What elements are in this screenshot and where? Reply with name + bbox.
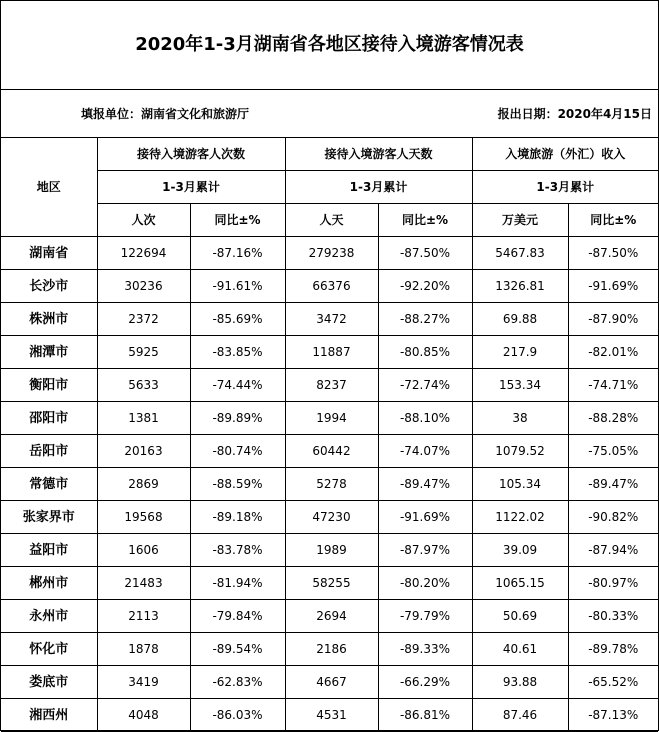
visits-cell: 3419 bbox=[97, 666, 190, 699]
income-yoy-cell: -87.94% bbox=[568, 534, 658, 567]
days-cell: 5278 bbox=[285, 468, 378, 501]
days-cell: 1989 bbox=[285, 534, 378, 567]
days-yoy-cell: -88.27% bbox=[378, 303, 472, 336]
header-income: 万美元 bbox=[472, 204, 568, 237]
header-visits-yoy: 同比±% bbox=[190, 204, 285, 237]
days-cell: 8237 bbox=[285, 369, 378, 402]
table-row bbox=[1, 501, 658, 534]
visits-yoy-cell: -89.54% bbox=[190, 633, 285, 666]
income-cell: 217.9 bbox=[472, 336, 568, 369]
days-cell: 47230 bbox=[285, 501, 378, 534]
days-yoy-cell: -80.20% bbox=[378, 567, 472, 600]
income-cell: 1326.81 bbox=[472, 270, 568, 303]
visits-cell: 30236 bbox=[97, 270, 190, 303]
visits-cell: 1878 bbox=[97, 633, 190, 666]
region-cell: 岳阳市 bbox=[1, 435, 97, 468]
income-cell: 87.46 bbox=[472, 699, 568, 732]
region-cell: 怀化市 bbox=[1, 633, 97, 666]
days-yoy-cell: -89.47% bbox=[378, 468, 472, 501]
income-cell: 153.34 bbox=[472, 369, 568, 402]
visits-cell: 5633 bbox=[97, 369, 190, 402]
days-yoy-cell: -72.74% bbox=[378, 369, 472, 402]
income-cell: 40.61 bbox=[472, 633, 568, 666]
days-cell: 1994 bbox=[285, 402, 378, 435]
region-cell: 益阳市 bbox=[1, 534, 97, 567]
income-yoy-cell: -90.82% bbox=[568, 501, 658, 534]
income-yoy-cell: -80.33% bbox=[568, 600, 658, 633]
income-yoy-cell: -87.90% bbox=[568, 303, 658, 336]
table-row bbox=[1, 369, 658, 402]
table-row bbox=[1, 303, 658, 336]
income-cell: 93.88 bbox=[472, 666, 568, 699]
table-row bbox=[1, 633, 658, 666]
visits-yoy-cell: -74.44% bbox=[190, 369, 285, 402]
visits-yoy-cell: -87.16% bbox=[190, 237, 285, 270]
table-row bbox=[1, 567, 658, 600]
days-cell: 2694 bbox=[285, 600, 378, 633]
income-yoy-cell: -65.52% bbox=[568, 666, 658, 699]
region-cell: 永州市 bbox=[1, 600, 97, 633]
header-days: 人天 bbox=[285, 204, 378, 237]
days-yoy-cell: -89.33% bbox=[378, 633, 472, 666]
visits-yoy-cell: -81.94% bbox=[190, 567, 285, 600]
income-cell: 105.34 bbox=[472, 468, 568, 501]
region-cell: 长沙市 bbox=[1, 270, 97, 303]
header-group-days: 接待入境游客人天数 bbox=[285, 138, 472, 171]
days-cell: 3472 bbox=[285, 303, 378, 336]
visits-cell: 122694 bbox=[97, 237, 190, 270]
visits-yoy-cell: -85.69% bbox=[190, 303, 285, 336]
region-cell: 湘潭市 bbox=[1, 336, 97, 369]
income-cell: 5467.83 bbox=[472, 237, 568, 270]
visits-cell: 19568 bbox=[97, 501, 190, 534]
days-yoy-cell: -86.81% bbox=[378, 699, 472, 732]
header-visits: 人次 bbox=[97, 204, 190, 237]
days-yoy-cell: -66.29% bbox=[378, 666, 472, 699]
income-cell: 69.88 bbox=[472, 303, 568, 336]
table-row bbox=[1, 402, 658, 435]
visits-yoy-cell: -83.78% bbox=[190, 534, 285, 567]
visits-yoy-cell: -83.85% bbox=[190, 336, 285, 369]
visits-cell: 2372 bbox=[97, 303, 190, 336]
days-yoy-cell: -92.20% bbox=[378, 270, 472, 303]
region-cell: 娄底市 bbox=[1, 666, 97, 699]
table-row bbox=[1, 270, 658, 303]
days-yoy-cell: -91.69% bbox=[378, 501, 472, 534]
visits-cell: 20163 bbox=[97, 435, 190, 468]
days-cell: 60442 bbox=[285, 435, 378, 468]
days-yoy-cell: -79.79% bbox=[378, 600, 472, 633]
days-cell: 4667 bbox=[285, 666, 378, 699]
region-cell: 常德市 bbox=[1, 468, 97, 501]
header-period-income: 1-3月累计 bbox=[472, 171, 658, 204]
income-cell: 50.69 bbox=[472, 600, 568, 633]
table-row bbox=[1, 600, 658, 633]
income-yoy-cell: -89.78% bbox=[568, 633, 658, 666]
page-title: 2020年1-3月湖南省各地区接待入境游客情况表 bbox=[1, 1, 658, 90]
visits-cell: 1381 bbox=[97, 402, 190, 435]
days-yoy-cell: -87.97% bbox=[378, 534, 472, 567]
days-cell: 58255 bbox=[285, 567, 378, 600]
visits-cell: 2113 bbox=[97, 600, 190, 633]
days-cell: 2186 bbox=[285, 633, 378, 666]
report-table bbox=[1, 1, 658, 732]
income-cell: 1122.02 bbox=[472, 501, 568, 534]
income-yoy-cell: -89.47% bbox=[568, 468, 658, 501]
region-cell: 湖南省 bbox=[1, 237, 97, 270]
income-yoy-cell: -87.50% bbox=[568, 237, 658, 270]
days-yoy-cell: -80.85% bbox=[378, 336, 472, 369]
visits-yoy-cell: -80.74% bbox=[190, 435, 285, 468]
visits-cell: 5925 bbox=[97, 336, 190, 369]
header-group-visits: 接待入境游客人次数 bbox=[97, 138, 285, 171]
days-cell: 279238 bbox=[285, 237, 378, 270]
days-yoy-cell: -88.10% bbox=[378, 402, 472, 435]
region-cell: 株洲市 bbox=[1, 303, 97, 336]
header-group-income: 入境旅游（外汇）收入 bbox=[472, 138, 658, 171]
filler-unit: 填报单位：湖南省文化和旅游厅 bbox=[1, 90, 378, 138]
income-yoy-cell: -74.71% bbox=[568, 369, 658, 402]
report-date: 报出日期：2020年4月15日 bbox=[378, 90, 658, 138]
header-period-visits: 1-3月累计 bbox=[97, 171, 285, 204]
visits-cell: 21483 bbox=[97, 567, 190, 600]
header-days-yoy: 同比±% bbox=[378, 204, 472, 237]
table-row bbox=[1, 336, 658, 369]
visits-cell: 1606 bbox=[97, 534, 190, 567]
table-row bbox=[1, 666, 658, 699]
visits-yoy-cell: -79.84% bbox=[190, 600, 285, 633]
header-income-yoy: 同比±% bbox=[568, 204, 658, 237]
table-row bbox=[1, 534, 658, 567]
table-row bbox=[1, 435, 658, 468]
days-cell: 66376 bbox=[285, 270, 378, 303]
region-cell: 湘西州 bbox=[1, 699, 97, 732]
income-cell: 1065.15 bbox=[472, 567, 568, 600]
income-yoy-cell: -75.05% bbox=[568, 435, 658, 468]
income-yoy-cell: -91.69% bbox=[568, 270, 658, 303]
income-yoy-cell: -80.97% bbox=[568, 567, 658, 600]
visits-yoy-cell: -89.18% bbox=[190, 501, 285, 534]
income-cell: 39.09 bbox=[472, 534, 568, 567]
days-cell: 4531 bbox=[285, 699, 378, 732]
header-period-days: 1-3月累计 bbox=[285, 171, 472, 204]
visits-yoy-cell: -88.59% bbox=[190, 468, 285, 501]
visits-yoy-cell: -62.83% bbox=[190, 666, 285, 699]
days-yoy-cell: -74.07% bbox=[378, 435, 472, 468]
header-region: 地区 bbox=[1, 138, 97, 237]
table-row bbox=[1, 237, 658, 270]
region-cell: 邵阳市 bbox=[1, 402, 97, 435]
income-yoy-cell: -87.13% bbox=[568, 699, 658, 732]
region-cell: 衡阳市 bbox=[1, 369, 97, 402]
days-cell: 11887 bbox=[285, 336, 378, 369]
region-cell: 郴州市 bbox=[1, 567, 97, 600]
table-row bbox=[1, 468, 658, 501]
income-cell: 38 bbox=[472, 402, 568, 435]
income-cell: 1079.52 bbox=[472, 435, 568, 468]
days-yoy-cell: -87.50% bbox=[378, 237, 472, 270]
visits-cell: 2869 bbox=[97, 468, 190, 501]
income-yoy-cell: -82.01% bbox=[568, 336, 658, 369]
visits-yoy-cell: -86.03% bbox=[190, 699, 285, 732]
visits-cell: 4048 bbox=[97, 699, 190, 732]
table-row bbox=[1, 699, 658, 732]
visits-yoy-cell: -89.89% bbox=[190, 402, 285, 435]
income-yoy-cell: -88.28% bbox=[568, 402, 658, 435]
region-cell: 张家界市 bbox=[1, 501, 97, 534]
visits-yoy-cell: -91.61% bbox=[190, 270, 285, 303]
